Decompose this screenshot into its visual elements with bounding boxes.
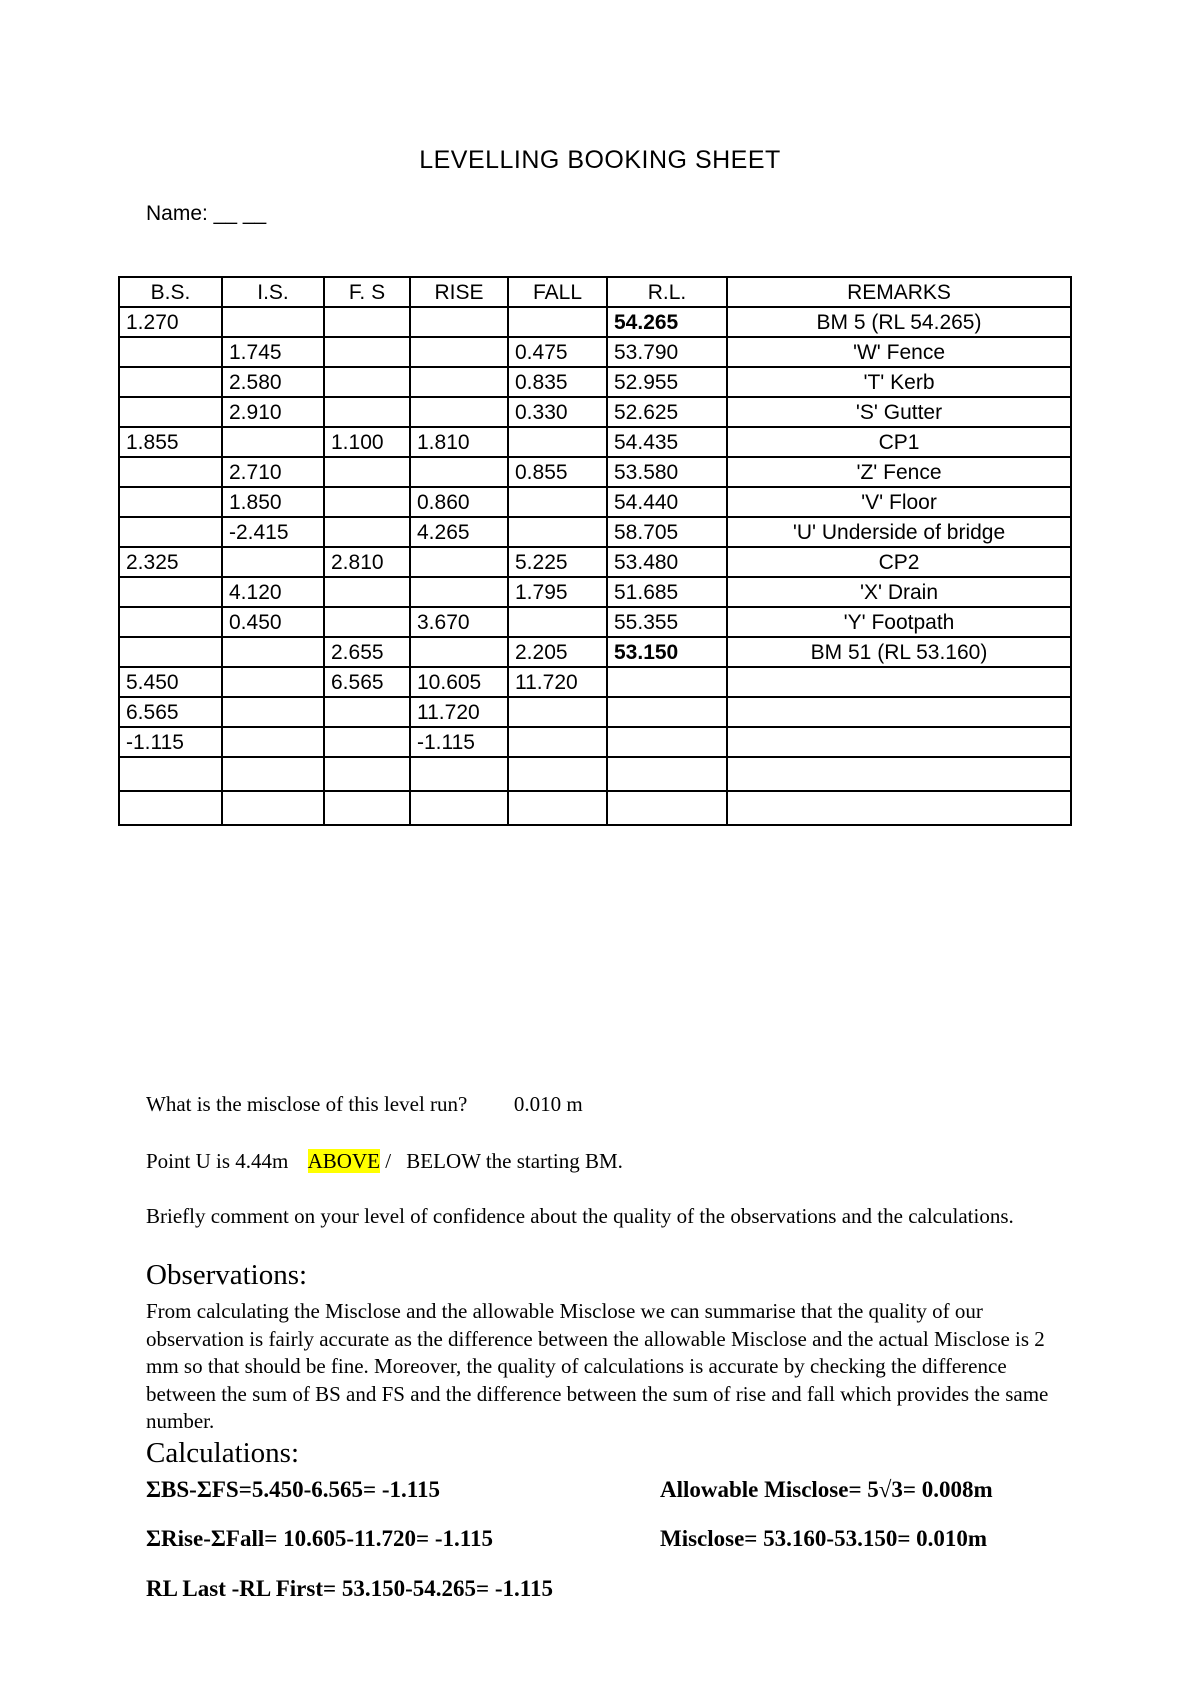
cell-is bbox=[222, 427, 324, 457]
calculations-heading: Calculations: bbox=[146, 1437, 300, 1469]
point-u-separator: / bbox=[385, 1149, 392, 1173]
cell-fall: 0.475 bbox=[508, 337, 607, 367]
cell-rl: 53.580 bbox=[607, 457, 727, 487]
table-row bbox=[119, 307, 1071, 337]
table-row bbox=[119, 397, 1071, 427]
cell-is: 2.710 bbox=[222, 457, 324, 487]
cell-bs: 5.450 bbox=[119, 667, 222, 697]
misclose-question-text: What is the misclose of this level run? bbox=[146, 1092, 468, 1116]
cell-remarks: 'Z' Fence bbox=[727, 457, 1071, 487]
misclose-answer: 0.010 m bbox=[513, 1092, 583, 1116]
cell-fall bbox=[508, 757, 607, 791]
cell-remarks: 'Y' Footpath bbox=[727, 607, 1071, 637]
cell-rise bbox=[410, 577, 508, 607]
cell-rise: 10.605 bbox=[410, 667, 508, 697]
calc-rl-last-first: RL Last -RL First= 53.150-54.265= -1.115 bbox=[146, 1576, 553, 1601]
cell-bs bbox=[119, 397, 222, 427]
header-rl: R.L. bbox=[607, 277, 727, 307]
cell-rise bbox=[410, 397, 508, 427]
cell-remarks: CP1 bbox=[727, 427, 1071, 457]
cell-fall bbox=[508, 791, 607, 825]
cell-bs: 1.855 bbox=[119, 427, 222, 457]
cell-rl: 55.355 bbox=[607, 607, 727, 637]
cell-fs bbox=[324, 727, 410, 757]
cell-fs bbox=[324, 397, 410, 427]
cell-fall: 11.720 bbox=[508, 667, 607, 697]
cell-fs bbox=[324, 607, 410, 637]
cell-rl: 53.480 bbox=[607, 547, 727, 577]
calc-misclose: Misclose= 53.160-53.150= 0.010m bbox=[660, 1526, 988, 1551]
cell-is bbox=[222, 667, 324, 697]
cell-fs bbox=[324, 457, 410, 487]
cell-bs: 2.325 bbox=[119, 547, 222, 577]
cell-rl: 52.625 bbox=[607, 397, 727, 427]
cell-fall bbox=[508, 697, 607, 727]
cell-remarks: BM 5 (RL 54.265) bbox=[727, 307, 1071, 337]
cell-bs: 6.565 bbox=[119, 697, 222, 727]
cell-bs bbox=[119, 367, 222, 397]
cell-rise: 4.265 bbox=[410, 517, 508, 547]
cell-is bbox=[222, 791, 324, 825]
cell-fs: 6.565 bbox=[324, 667, 410, 697]
cell-remarks: CP2 bbox=[727, 547, 1071, 577]
cell-rl: 54.265 bbox=[607, 307, 727, 337]
cell-remarks bbox=[727, 757, 1071, 791]
point-u-rest: BELOW the starting BM. bbox=[406, 1149, 623, 1173]
cell-bs: 1.270 bbox=[119, 307, 222, 337]
cell-bs bbox=[119, 337, 222, 367]
cell-remarks bbox=[727, 791, 1071, 825]
above-highlight: ABOVE bbox=[307, 1149, 380, 1173]
cell-bs bbox=[119, 487, 222, 517]
cell-fall: 0.835 bbox=[508, 367, 607, 397]
cell-fs bbox=[324, 517, 410, 547]
cell-is: 2.580 bbox=[222, 367, 324, 397]
cell-rise bbox=[410, 457, 508, 487]
cell-remarks bbox=[727, 727, 1071, 757]
cell-remarks: BM 51 (RL 53.160) bbox=[727, 637, 1071, 667]
cell-is: -2.415 bbox=[222, 517, 324, 547]
cell-is: 1.850 bbox=[222, 487, 324, 517]
cell-rl: 54.435 bbox=[607, 427, 727, 457]
misclose-question bbox=[146, 1092, 583, 1117]
cell-rl: 53.150 bbox=[607, 637, 727, 667]
name-label: Name: __ __ bbox=[146, 202, 267, 225]
table-row bbox=[119, 607, 1071, 637]
cell-is bbox=[222, 697, 324, 727]
cell-fall: 1.795 bbox=[508, 577, 607, 607]
calc-allowable-misclose: Allowable Misclose= 5√3= 0.008m bbox=[660, 1477, 993, 1502]
cell-remarks bbox=[727, 667, 1071, 697]
cell-bs: -1.115 bbox=[119, 727, 222, 757]
cell-is: 2.910 bbox=[222, 397, 324, 427]
cell-fs: 2.655 bbox=[324, 637, 410, 667]
table-row bbox=[119, 577, 1071, 607]
cell-rl: 54.440 bbox=[607, 487, 727, 517]
observations-text: From calculating the Misclose and the allowable Misclose we can summarise that the quality of our observation is fairly accurate as the difference between the allowable Misclose and the actual Misclose is 2 mm so that should be fine. Moreover, the quality of calculations is accurate by checking the difference between the sum of BS and FS and the difference between the sum of rise and fall which provides the same number. bbox=[146, 1299, 1049, 1433]
table-row bbox=[119, 727, 1071, 757]
cell-remarks: 'W' Fence bbox=[727, 337, 1071, 367]
cell-rise: 0.860 bbox=[410, 487, 508, 517]
point-u-statement bbox=[146, 1149, 623, 1174]
cell-rl: 53.790 bbox=[607, 337, 727, 367]
cell-bs bbox=[119, 517, 222, 547]
levelling-table bbox=[118, 276, 1072, 826]
cell-remarks: 'X' Drain bbox=[727, 577, 1071, 607]
header-fs: F. S bbox=[324, 277, 410, 307]
cell-rise bbox=[410, 367, 508, 397]
table-row bbox=[119, 547, 1071, 577]
cell-rise bbox=[410, 637, 508, 667]
point-u-prefix: Point U is 4.44m bbox=[146, 1149, 289, 1173]
cell-rise: 3.670 bbox=[410, 607, 508, 637]
cell-rise bbox=[410, 791, 508, 825]
cell-rl: 52.955 bbox=[607, 367, 727, 397]
cell-rl bbox=[607, 757, 727, 791]
cell-bs bbox=[119, 607, 222, 637]
table-row bbox=[119, 637, 1071, 667]
cell-is: 4.120 bbox=[222, 577, 324, 607]
table-row bbox=[119, 487, 1071, 517]
cell-remarks: 'S' Gutter bbox=[727, 397, 1071, 427]
cell-rl bbox=[607, 697, 727, 727]
cell-remarks: 'U' Underside of bridge bbox=[727, 517, 1071, 547]
cell-fs: 1.100 bbox=[324, 427, 410, 457]
header-is: I.S. bbox=[222, 277, 324, 307]
header-bs: B.S. bbox=[119, 277, 222, 307]
cell-is bbox=[222, 307, 324, 337]
header-remarks: REMARKS bbox=[727, 277, 1071, 307]
cell-bs bbox=[119, 457, 222, 487]
table-row bbox=[119, 457, 1071, 487]
table-row bbox=[119, 517, 1071, 547]
cell-fall bbox=[508, 517, 607, 547]
cell-remarks bbox=[727, 697, 1071, 727]
cell-is bbox=[222, 547, 324, 577]
cell-fs bbox=[324, 487, 410, 517]
table-row bbox=[119, 757, 1071, 791]
cell-fall bbox=[508, 727, 607, 757]
table-row bbox=[119, 337, 1071, 367]
cell-rise: -1.115 bbox=[410, 727, 508, 757]
cell-fall: 0.330 bbox=[508, 397, 607, 427]
table-row bbox=[119, 667, 1071, 697]
cell-rise: 1.810 bbox=[410, 427, 508, 457]
cell-rise: 11.720 bbox=[410, 697, 508, 727]
cell-is: 0.450 bbox=[222, 607, 324, 637]
page-title: LEVELLING BOOKING SHEET bbox=[419, 146, 781, 174]
cell-rl bbox=[607, 791, 727, 825]
cell-fs bbox=[324, 697, 410, 727]
table-row bbox=[119, 427, 1071, 457]
calc-bs-fs: ΣBS-ΣFS=5.450-6.565= -1.115 bbox=[146, 1477, 440, 1502]
calc-rise-fall: ΣRise-ΣFall= 10.605-11.720= -1.115 bbox=[146, 1526, 493, 1551]
cell-fs bbox=[324, 307, 410, 337]
cell-remarks: 'V' Floor bbox=[727, 487, 1071, 517]
table-header-row bbox=[119, 277, 1071, 307]
cell-fall bbox=[508, 307, 607, 337]
cell-rl bbox=[607, 667, 727, 697]
cell-fall bbox=[508, 487, 607, 517]
cell-is bbox=[222, 727, 324, 757]
cell-is bbox=[222, 637, 324, 667]
cell-fall: 2.205 bbox=[508, 637, 607, 667]
header-rise: RISE bbox=[410, 277, 508, 307]
comment-prompt: Briefly comment on your level of confidence about the quality of the observations and the calculations. bbox=[146, 1204, 1014, 1228]
table-row bbox=[119, 697, 1071, 727]
cell-rl bbox=[607, 727, 727, 757]
cell-bs bbox=[119, 577, 222, 607]
cell-fs bbox=[324, 337, 410, 367]
cell-fs bbox=[324, 791, 410, 825]
observations-heading: Observations: bbox=[146, 1259, 308, 1291]
cell-fs bbox=[324, 367, 410, 397]
cell-rl: 58.705 bbox=[607, 517, 727, 547]
cell-fall: 0.855 bbox=[508, 457, 607, 487]
cell-fs bbox=[324, 757, 410, 791]
header-fall: FALL bbox=[508, 277, 607, 307]
cell-fs bbox=[324, 577, 410, 607]
cell-fall bbox=[508, 427, 607, 457]
cell-bs bbox=[119, 637, 222, 667]
cell-rise bbox=[410, 757, 508, 791]
cell-bs bbox=[119, 791, 222, 825]
cell-remarks: 'T' Kerb bbox=[727, 367, 1071, 397]
table-row bbox=[119, 367, 1071, 397]
cell-is bbox=[222, 757, 324, 791]
cell-fall bbox=[508, 607, 607, 637]
table-row bbox=[119, 791, 1071, 825]
cell-fs: 2.810 bbox=[324, 547, 410, 577]
cell-rise bbox=[410, 307, 508, 337]
cell-rise bbox=[410, 337, 508, 367]
cell-fall: 5.225 bbox=[508, 547, 607, 577]
cell-bs bbox=[119, 757, 222, 791]
cell-rise bbox=[410, 547, 508, 577]
cell-is: 1.745 bbox=[222, 337, 324, 367]
cell-rl: 51.685 bbox=[607, 577, 727, 607]
